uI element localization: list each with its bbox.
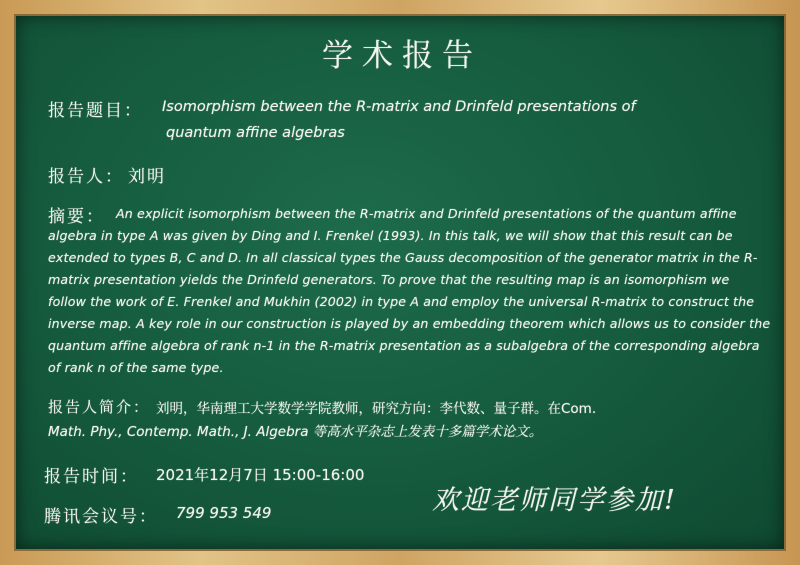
abstract-line: An explicit isomorphism between the R-matrix and Drinfeld presentations of the quantum affine: [116, 206, 737, 221]
abstract-line: matrix presentation yields the Drinfeld generators. To prove that the resulting map is an isomorphism we: [48, 272, 730, 287]
bio-label: 报告人简介：: [48, 398, 151, 416]
bio-line-1: 刘明，华南理工大学数学学院教师，研究方向：李代数、量子群。在Com.: [156, 401, 597, 417]
abstract-line: inverse map. A key role in our construction is played by an embedding theorem which allows us to consider the: [48, 316, 771, 331]
topic-line-1: Isomorphism between the R-matrix and Drinfeld presentations of: [162, 99, 636, 115]
meeting-label: 腾讯会议号：: [44, 507, 158, 527]
topic-line-2: quantum affine algebras: [166, 125, 345, 141]
abstract-line: extended to types B, C and D. In all classical types the Gauss decomposition of the generator matrix in the R-: [48, 250, 758, 265]
time-label: 报告时间：: [44, 467, 139, 487]
bio-line-2: Math. Phy., Contemp. Math., J. Algebra 等高水平杂志上发表十多篇学术论文。: [48, 424, 543, 440]
page-title: 学术报告: [322, 38, 482, 74]
abstract-line: follow the work of E. Frenkel and Mukhin (2002) in type A and employ the universal R-matrix to construct the: [48, 294, 755, 309]
abstract-line: of rank n of the same type.: [48, 360, 224, 375]
welcome-message: 欢迎老师同学参加!: [432, 485, 677, 516]
abstract-label: 摘要：: [48, 207, 105, 227]
topic-label: 报告题目：: [48, 101, 143, 121]
chalkboard: [14, 14, 786, 551]
time-value: 2021年12月7日 15:00-16:00: [156, 466, 365, 484]
abstract-line: quantum affine algebra of rank n-1 in the R-matrix presentation as a subalgebra of the corresponding algebra: [48, 338, 760, 353]
meeting-id: 799 953 549: [176, 504, 272, 522]
speaker-name: 刘明: [128, 167, 166, 187]
abstract-line: algebra in type A was given by Ding and I. Frenkel (1993). In this talk, we will show that this result can be: [48, 228, 733, 243]
speaker-label: 报告人：: [48, 167, 124, 187]
